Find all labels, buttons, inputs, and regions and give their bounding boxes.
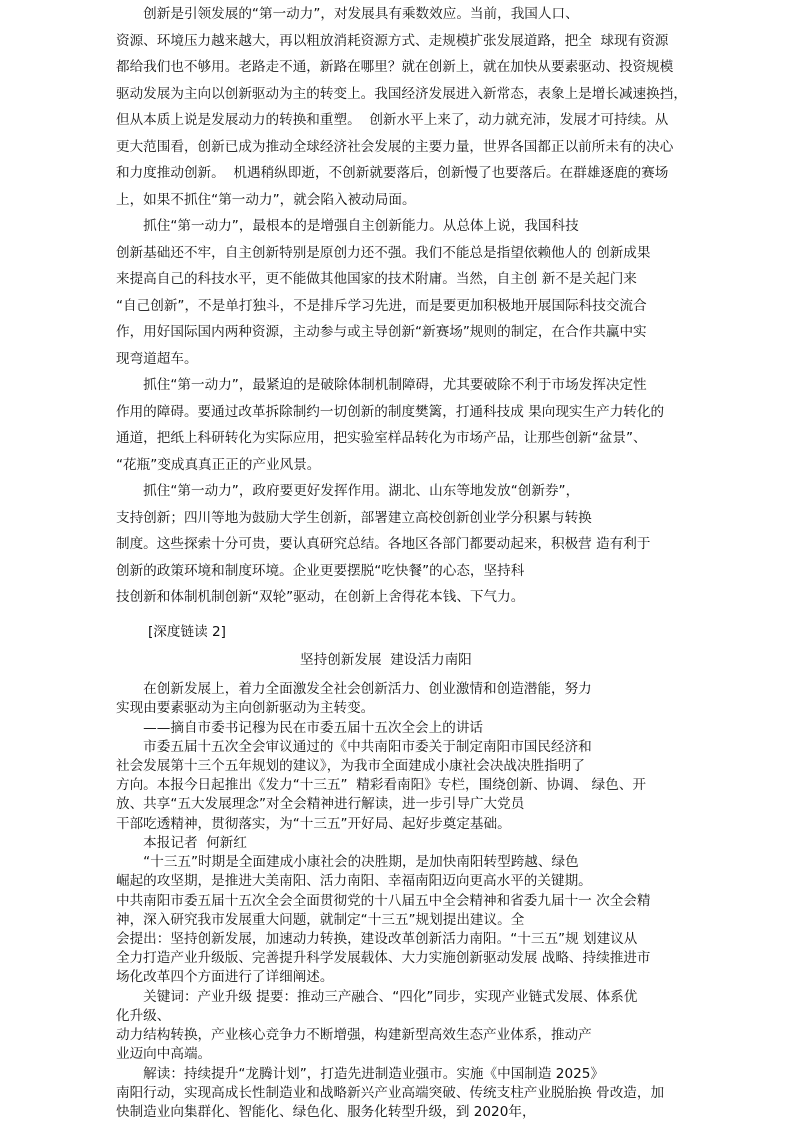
byline: 本报记者 何新红 xyxy=(116,834,247,851)
body-line: 现弯道超车。 xyxy=(116,351,198,367)
body-line: 抓住“第一动力”，最根本的是增强自主创新能力。从总体上说，我国科技 xyxy=(116,218,579,234)
section-tag: [深度链读 2] xyxy=(148,624,226,640)
body-line: ——摘自市委书记穆为民在市委五届十五次全会上的讲话 xyxy=(116,719,484,736)
body-line: 作用的障碍。要通过改革拆除制约一切创新的制度樊篱，打通科技成 果向现实生产力转化的 xyxy=(116,404,665,420)
body-line: 抓住“第一动力”，政府要更好发挥作用。湖北、山东等地发放“创新券”， xyxy=(116,483,580,499)
body-line: 通道，把纸上科研转化为实际应用，把实验室样品转化为市场产品，让那些创新“盆景”、 xyxy=(116,430,647,446)
body-line: 场化改革四个方面进行了详细阐述。 xyxy=(116,969,334,986)
body-line: 会提出：坚持创新发展，加速动力转换，建设改革创新活力南阳。“十三五”规 划建议从 xyxy=(116,931,638,947)
body-line: 放、共享“五大发展理念”对全会精神进行解读，进一步引导广大党员 xyxy=(116,796,525,813)
body-line: 创新的政策环境和制度环境。企业更要摆脱“吃快餐”的心态，坚持科 xyxy=(116,563,525,579)
body-line: 社会发展第十三个五年规划的建议》，为我市全面建成小康社会决战决胜指明了 xyxy=(116,757,585,774)
body-line: 市委五届十五次全会审议通过的《中共南阳市委关于制定南阳市国民经济和 xyxy=(116,738,592,755)
body-line: 作，用好国际国内两种资源，主动参与或主导创新“新赛场”规则的制定，在合作共赢中实 xyxy=(116,324,647,340)
body-line: “自己创新”，不是单打独斗，不是排斥学习先进，而是要更加积极地开展国际科技交流合 xyxy=(116,298,647,314)
body-line: “花瓶”变成真真正正的产业风景。 xyxy=(116,457,321,473)
body-line: 创新是引领发展的“第一动力”，对发展具有乘数效应。当前，我国人口、 xyxy=(116,6,579,22)
body-line: 技创新和体制机制创新“双轮”驱动，在创新上舍得花本钱、下气力。 xyxy=(116,589,525,605)
body-line: 和力度推动创新。 机遇稍纵即逝，不创新就要落后，创新慢了也要落后。在群雄逐鹿的赛场 xyxy=(116,165,669,181)
body-line: 资源、环境压力越来越大，再以粗放消耗资源方式、走规模扩张发展道路，把全 球现有资源 xyxy=(116,33,669,49)
body-line: 都给我们也不够用。老路走不通，新路在哪里？就在创新上，就在加快从要素驱动、投资规模 xyxy=(116,59,674,75)
body-line: 更大范围看，创新已成为推动全球经济社会发展的主要力量，世界各国都正以前所未有的决心 xyxy=(116,139,674,155)
body-line: 制度。这些探索十分可贵，要认真研究总结。各地区各部门都要动起来，积极营 造有利于 xyxy=(116,536,651,552)
body-line: 崛起的攻坚期，是推进大美南阳、活力南阳、幸福南阳迈向更高水平的关键期。 xyxy=(116,873,592,890)
body-line: 解读：持续提升“龙腾计划”，打造先进制造业强市。实施《中国制造 2025》 xyxy=(116,1065,604,1082)
body-line: “十三五”时期是全面建成小康社会的决胜期，是加快南阳转型跨越、绿色 xyxy=(116,854,579,870)
body-line: 化升级、 xyxy=(116,1007,171,1024)
body-line: 方向。本报今日起推出《发力“十三五” 精彩看南阳》专栏，围绕创新、协调、 绿色、开 xyxy=(116,777,647,794)
body-line: 业迈向中高端。 xyxy=(116,1046,212,1063)
body-line: 中共南阳市委五届十五次全会全面贯彻党的十八届五中全会精神和省委九届十一 次全会精 xyxy=(116,892,651,909)
body-line: 在创新发展上，着力全面激发全社会创新活力、创业激情和创造潜能，努力 xyxy=(116,681,592,697)
body-line: 驱动发展为主向以创新驱动为主的转变上。我国经济发展进入新常态，表象上是增长减速换挡， xyxy=(116,86,687,102)
body-line: 干部吃透精神，贯彻落实，为“十三五”开好局、起好步奠定基础。 xyxy=(116,815,511,832)
body-line: 但从本质上说是发展动力的转换和重塑。 创新水平上来了，动力就充沛，发展才可持续。从 xyxy=(116,112,669,128)
body-line: 抓住“第一动力”，最紧迫的是破除体制机制障碍，尤其要破除不利于市场发挥决定性 xyxy=(116,377,647,393)
body-line: 神，深入研究我市发展重大问题，就制定“十三五”规划提出建议。全 xyxy=(116,911,525,928)
article-title: 坚持创新发展 建设活力南阳 xyxy=(300,652,472,668)
body-line: 关键词：产业升级 提要：推动三产融合、“四化”同步，实现产业链式发展、体系优 xyxy=(116,988,638,1005)
body-line: 全力打造产业升级版、完善提升科学发展载体、大力实施创新驱动发展 战略、持续推进市 xyxy=(116,950,651,967)
body-line: 支持创新；四川等地为鼓励大学生创新，部署建立高校创新创业学分积累与转换 xyxy=(116,510,592,526)
body-line: 南阳行动，实现高成长性制造业和战略新兴产业高端突破、传统支柱产业脱胎换 骨改造，加 xyxy=(116,1084,665,1101)
body-line: 动力结构转换，产业核心竞争力不断增强，构建新型高效生态产业体系，推动产 xyxy=(116,1027,592,1044)
body-line: 实现由要素驱动为主向创新驱动为主转变。 xyxy=(116,700,375,717)
body-line: 来提高自己的科技水平，更不能做其他国家的技术附庸。当然，自主创 新不是关起门来 xyxy=(116,271,637,287)
body-line: 创新基础还不牢，自主创新特别是原创力还不强。我们不能总是指望依赖他人的 创新成果 xyxy=(116,245,651,261)
body-line: 上，如果不抓住“第一动力”，就会陷入被动局面。 xyxy=(116,192,416,208)
body-line: 快制造业向集群化、智能化、绿色化、服务化转型升级，到 2020年， xyxy=(116,1104,536,1120)
